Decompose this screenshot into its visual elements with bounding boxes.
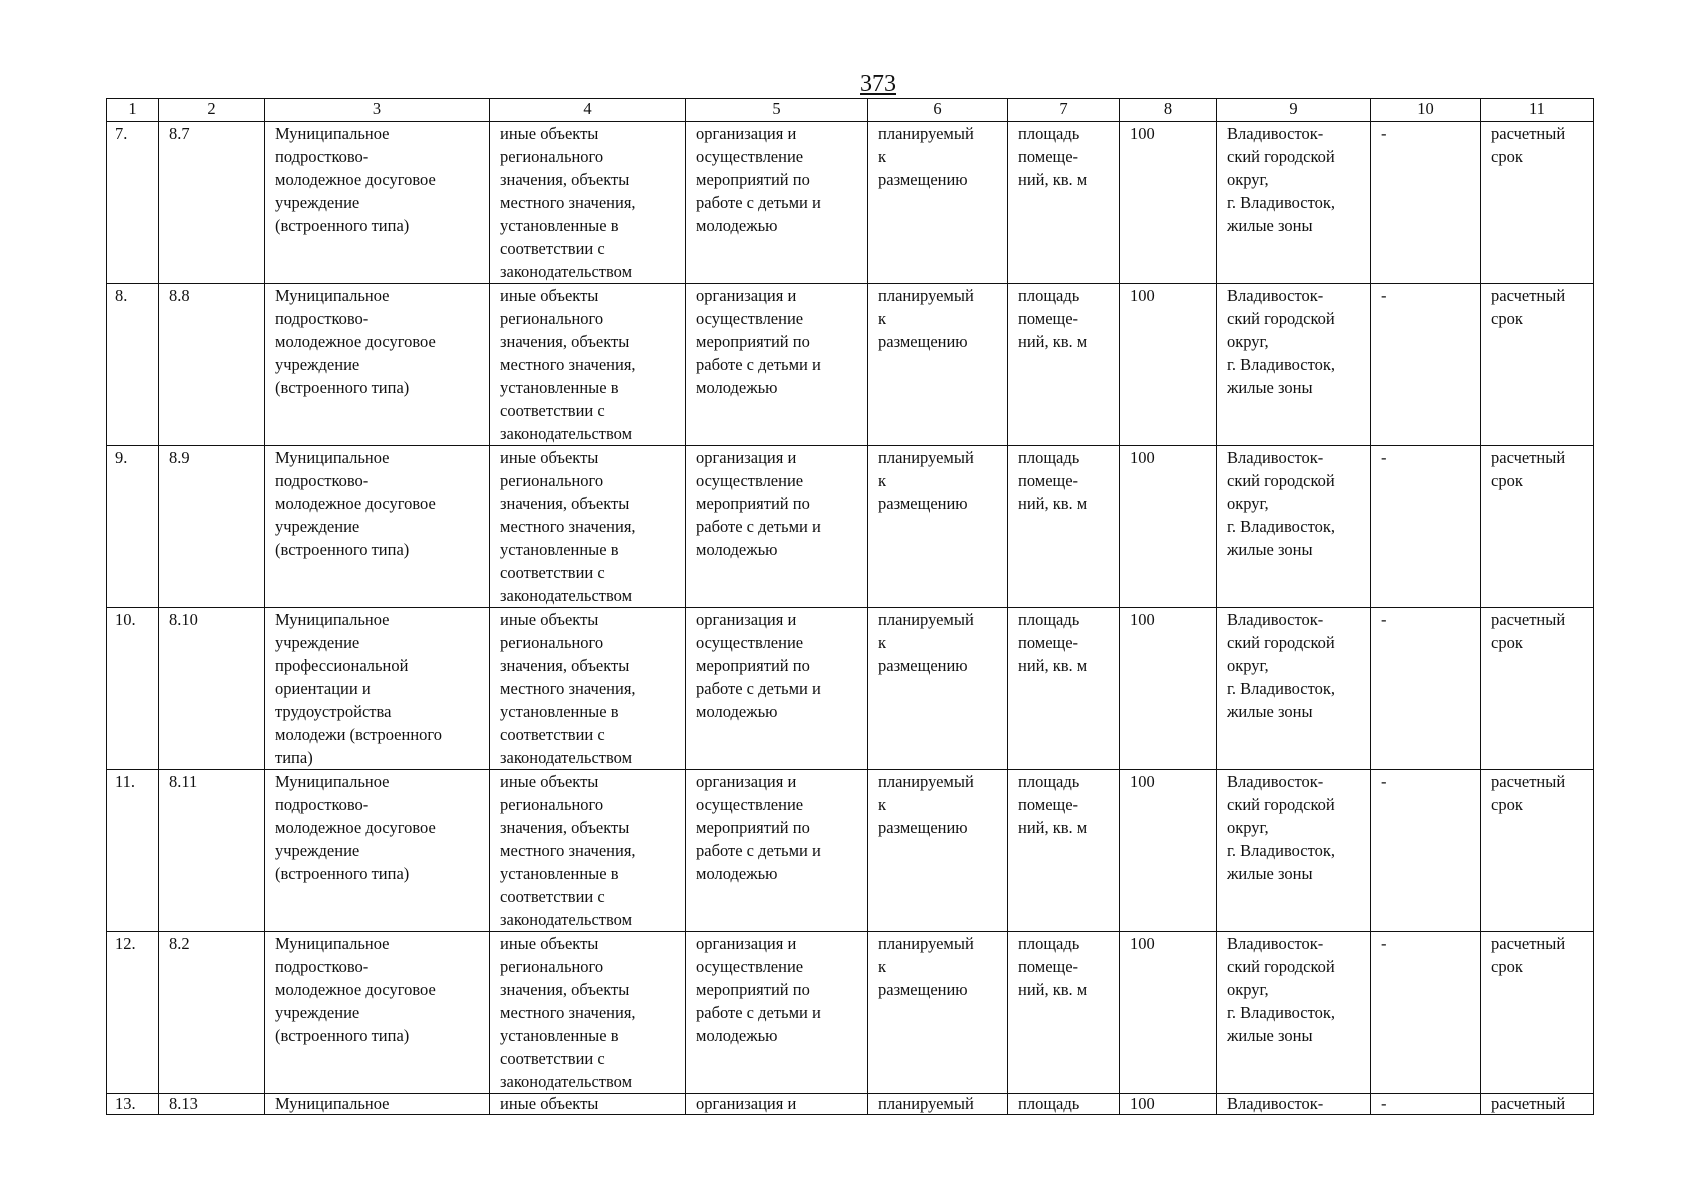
object-location: Владивосток- ский городской округ, г. Владивосток, жилые зоны xyxy=(1217,770,1371,932)
object-name: Муниципальное подростково- молодежное досуговое учреждение (встроенного типа) xyxy=(265,446,490,608)
object-term: расчетный срок xyxy=(1481,284,1594,446)
object-status: планируемый к размещению xyxy=(868,932,1008,1094)
column-number-5: 5 xyxy=(686,99,868,122)
object-term: расчетный срок xyxy=(1481,770,1594,932)
object-characteristic: площадь помеще- ний, кв. м xyxy=(1008,446,1120,608)
table-row xyxy=(107,932,1594,1094)
object-status: планируемый к размещению xyxy=(868,284,1008,446)
object-purpose: организация и осуществление мероприятий по работе с детьми и молодежью xyxy=(686,122,868,284)
object-zone: - xyxy=(1371,932,1481,1094)
object-value: 100 xyxy=(1120,608,1217,770)
object-code: 8.13 xyxy=(159,1094,265,1115)
object-name: Муниципальное подростково- молодежное досуговое учреждение (встроенного типа) xyxy=(265,122,490,284)
object-location: Владивосток- ский городской округ, г. Владивосток, жилые зоны xyxy=(1217,932,1371,1094)
object-characteristic: площадь помеще- ний, кв. м xyxy=(1008,608,1120,770)
page-number: 373 xyxy=(860,71,896,97)
object-type: иные объекты регионального значения, объекты местного значения, установленные в соответствии с законодательством xyxy=(490,284,686,446)
object-name: Муниципальное подростково- молодежное досуговое учреждение (встроенного типа) xyxy=(265,770,490,932)
object-name: Муниципальное подростково- молодежное досуговое учреждение (встроенного типа) xyxy=(265,284,490,446)
object-zone: - xyxy=(1371,446,1481,608)
object-location: Владивосток- ский городской округ, г. Владивосток, жилые зоны xyxy=(1217,446,1371,608)
row-number: 11. xyxy=(107,770,159,932)
object-code: 8.2 xyxy=(159,932,265,1094)
object-term: расчетный срок xyxy=(1481,122,1594,284)
object-type: иные объекты регионального значения, объекты местного значения, установленные в соответствии с законодательством xyxy=(490,122,686,284)
row-number: 12. xyxy=(107,932,159,1094)
object-purpose: организация и xyxy=(686,1094,868,1115)
object-location: Владивосток- ский городской округ, г. Владивосток, жилые зоны xyxy=(1217,284,1371,446)
column-number-6: 6 xyxy=(868,99,1008,122)
column-number-10: 10 xyxy=(1371,99,1481,122)
object-term: расчетный xyxy=(1481,1094,1594,1115)
object-purpose: организация и осуществление мероприятий по работе с детьми и молодежью xyxy=(686,284,868,446)
object-characteristic: площадь xyxy=(1008,1094,1120,1115)
column-number-7: 7 xyxy=(1008,99,1120,122)
object-zone: - xyxy=(1371,1094,1481,1115)
object-status: планируемый к размещению xyxy=(868,608,1008,770)
object-location: Владивосток- ский городской округ, г. Владивосток, жилые зоны xyxy=(1217,608,1371,770)
object-purpose: организация и осуществление мероприятий по работе с детьми и молодежью xyxy=(686,446,868,608)
row-number: 10. xyxy=(107,608,159,770)
object-characteristic: площадь помеще- ний, кв. м xyxy=(1008,770,1120,932)
object-status: планируемый к размещению xyxy=(868,122,1008,284)
object-purpose: организация и осуществление мероприятий по работе с детьми и молодежью xyxy=(686,932,868,1094)
row-number: 8. xyxy=(107,284,159,446)
object-purpose: организация и осуществление мероприятий по работе с детьми и молодежью xyxy=(686,608,868,770)
column-number-3: 3 xyxy=(265,99,490,122)
object-name: Муниципальное учреждение профессиональной ориентации и трудоустройства молодежи (встроенного типа) xyxy=(265,608,490,770)
object-value: 100 xyxy=(1120,1094,1217,1115)
row-number: 9. xyxy=(107,446,159,608)
column-number-4: 4 xyxy=(490,99,686,122)
table-row xyxy=(107,608,1594,770)
row-number: 13. xyxy=(107,1094,159,1115)
object-type: иные объекты регионального значения, объекты местного значения, установленные в соответствии с законодательством xyxy=(490,932,686,1094)
object-status: планируемый xyxy=(868,1094,1008,1115)
object-location: Владивосток- ский городской округ, г. Владивосток, жилые зоны xyxy=(1217,122,1371,284)
object-type: иные объекты регионального значения, объекты местного значения, установленные в соответствии с законодательством xyxy=(490,608,686,770)
column-number-8: 8 xyxy=(1120,99,1217,122)
table-row xyxy=(107,446,1594,608)
object-code: 8.7 xyxy=(159,122,265,284)
object-type: иные объекты регионального значения, объекты местного значения, установленные в соответствии с законодательством xyxy=(490,770,686,932)
table-row xyxy=(107,284,1594,446)
object-characteristic: площадь помеще- ний, кв. м xyxy=(1008,284,1120,446)
object-value: 100 xyxy=(1120,284,1217,446)
object-name: Муниципальное xyxy=(265,1094,490,1115)
object-type: иные объекты xyxy=(490,1094,686,1115)
object-zone: - xyxy=(1371,284,1481,446)
planning-objects-table xyxy=(106,98,1594,1115)
object-code: 8.10 xyxy=(159,608,265,770)
object-code: 8.11 xyxy=(159,770,265,932)
object-term: расчетный срок xyxy=(1481,932,1594,1094)
object-zone: - xyxy=(1371,608,1481,770)
object-value: 100 xyxy=(1120,932,1217,1094)
column-number-row xyxy=(107,99,1594,122)
row-number: 7. xyxy=(107,122,159,284)
object-zone: - xyxy=(1371,122,1481,284)
object-value: 100 xyxy=(1120,446,1217,608)
column-number-1: 1 xyxy=(107,99,159,122)
table-row-partial xyxy=(107,1094,1594,1115)
object-status: планируемый к размещению xyxy=(868,446,1008,608)
object-value: 100 xyxy=(1120,122,1217,284)
table-row xyxy=(107,122,1594,284)
object-code: 8.8 xyxy=(159,284,265,446)
object-purpose: организация и осуществление мероприятий по работе с детьми и молодежью xyxy=(686,770,868,932)
column-number-9: 9 xyxy=(1217,99,1371,122)
object-value: 100 xyxy=(1120,770,1217,932)
object-name: Муниципальное подростково- молодежное досуговое учреждение (встроенного типа) xyxy=(265,932,490,1094)
object-characteristic: площадь помеще- ний, кв. м xyxy=(1008,932,1120,1094)
object-type: иные объекты регионального значения, объекты местного значения, установленные в соответствии с законодательством xyxy=(490,446,686,608)
object-characteristic: площадь помеще- ний, кв. м xyxy=(1008,122,1120,284)
object-location: Владивосток- xyxy=(1217,1094,1371,1115)
object-term: расчетный срок xyxy=(1481,608,1594,770)
object-term: расчетный срок xyxy=(1481,446,1594,608)
table-row xyxy=(107,770,1594,932)
object-zone: - xyxy=(1371,770,1481,932)
object-code: 8.9 xyxy=(159,446,265,608)
column-number-2: 2 xyxy=(159,99,265,122)
object-status: планируемый к размещению xyxy=(868,770,1008,932)
column-number-11: 11 xyxy=(1481,99,1594,122)
